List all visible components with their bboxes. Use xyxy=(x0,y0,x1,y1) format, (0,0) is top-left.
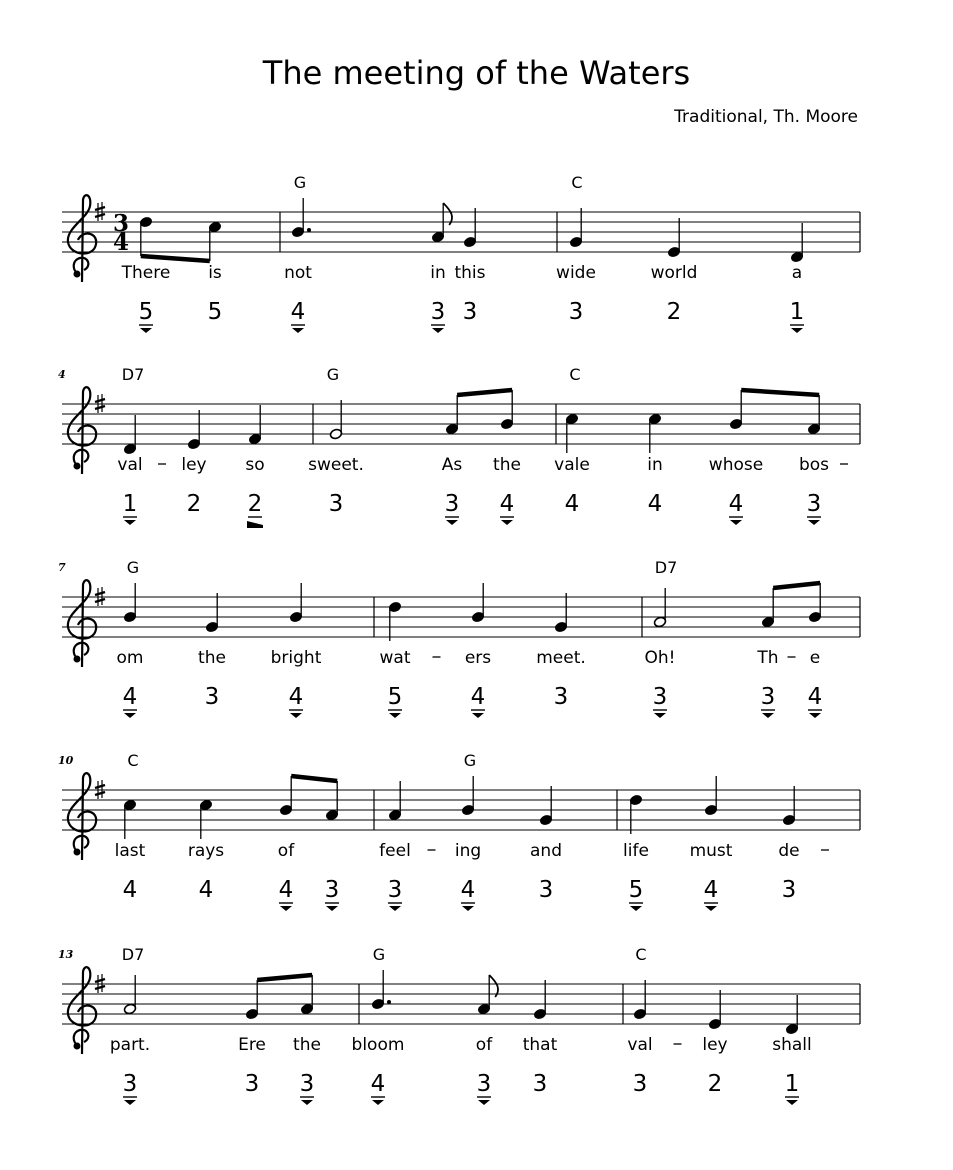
note xyxy=(380,601,411,718)
harmonica-hole-number: 2 xyxy=(666,299,682,325)
harmonica-hole-number: 3 xyxy=(324,877,340,903)
harmonica-blow-marker-icon xyxy=(124,713,136,718)
harmonica-blow-marker-icon xyxy=(432,328,444,333)
note xyxy=(271,583,322,718)
harmonica-hole-number: 4 xyxy=(807,684,823,710)
harmonica-hole-number: 4 xyxy=(290,299,306,325)
note xyxy=(690,776,733,911)
note xyxy=(523,980,558,1097)
lyric-syllable: val xyxy=(117,455,143,475)
harmonica-hole-number: 4 xyxy=(278,877,294,903)
harmonica-blow-marker-icon xyxy=(292,328,304,333)
note xyxy=(493,390,521,525)
lyric-syllable: om xyxy=(116,648,144,668)
harmonica-blow-marker-icon xyxy=(705,906,717,911)
lyric-syllable: wide xyxy=(556,263,596,283)
harmonica-hole-number: 5 xyxy=(138,299,154,325)
note xyxy=(198,593,226,710)
chord-symbol: D7 xyxy=(121,945,145,964)
note xyxy=(455,776,481,911)
note xyxy=(238,980,266,1097)
harmonica-hole-number: 4 xyxy=(499,491,515,517)
note xyxy=(465,583,491,718)
beam xyxy=(257,975,312,980)
lyric-syllable: in xyxy=(647,455,663,475)
harmonica-blow-marker-icon xyxy=(372,1100,384,1105)
lyric-syllable: Ere xyxy=(238,1035,266,1055)
note xyxy=(117,415,142,525)
harmonica-blow-marker-icon xyxy=(280,906,292,911)
harmonica-hole-number: 4 xyxy=(460,877,476,903)
note xyxy=(808,583,823,718)
beam xyxy=(291,776,337,781)
lyric-syllable: There xyxy=(121,263,171,283)
lyric-syllable: life xyxy=(623,841,649,861)
note xyxy=(245,405,264,528)
harmonica-hole-number: 1 xyxy=(122,491,138,517)
harmonica-blow-marker-icon xyxy=(630,906,642,911)
harmonica-blow-marker-icon xyxy=(730,520,742,525)
note xyxy=(284,198,312,333)
chord-symbol: G xyxy=(463,751,477,770)
note xyxy=(117,583,144,718)
treble-clef-icon xyxy=(68,195,96,282)
harmonica-blow-marker-icon xyxy=(791,328,803,333)
chord-symbol: C xyxy=(569,365,581,384)
note xyxy=(188,799,224,903)
note xyxy=(308,400,364,517)
harmonica-hole-number: 1 xyxy=(784,1071,800,1097)
note xyxy=(181,410,206,517)
lyric-syllable: feel xyxy=(379,841,411,861)
harmonica-hole-number: 3 xyxy=(553,684,569,710)
harmonica-hole-number: 3 xyxy=(299,1071,315,1097)
lyric-syllable: and xyxy=(530,841,562,861)
harmonica-hole-number: 3 xyxy=(532,1071,548,1097)
lyric-syllable: last xyxy=(114,841,146,861)
harmonica-hole-number: 4 xyxy=(647,491,663,517)
harmonica-hole-number: 4 xyxy=(564,491,580,517)
lyric-syllable: ers xyxy=(464,648,492,668)
harmonica-blow-marker-icon xyxy=(301,1100,313,1105)
chord-symbol: C xyxy=(635,945,647,964)
harmonica-hole-number: 3 xyxy=(244,1071,260,1097)
harmonica-hole-number: 4 xyxy=(370,1071,386,1097)
harmonica-blow-marker-icon xyxy=(762,713,774,718)
chord-symbol: C xyxy=(571,173,583,192)
harmonica-hole-number: 1 xyxy=(789,299,805,325)
lyric-syllable: ley xyxy=(702,1035,728,1055)
harmonica-hole-number: 3 xyxy=(632,1071,648,1097)
lyric-syllable: rays xyxy=(187,841,225,861)
note xyxy=(702,990,727,1097)
harmonica-hole-number: 2 xyxy=(186,491,202,517)
time-signature-bottom: 4 xyxy=(112,229,130,256)
lyric-syllable: of xyxy=(277,841,295,861)
lyric-syllable: of xyxy=(475,1035,493,1055)
treble-clef-icon xyxy=(68,387,96,474)
note xyxy=(623,794,649,911)
harmonica-hole-number: 2 xyxy=(247,491,263,517)
harmonica-hole-number: 3 xyxy=(538,877,554,903)
lyric-syllable: is xyxy=(208,263,222,283)
harmonica-blow-marker-icon xyxy=(472,713,484,718)
note xyxy=(554,413,590,517)
lyric-syllable: e xyxy=(809,648,821,668)
note xyxy=(530,786,562,903)
chord-symbol: G xyxy=(293,173,307,192)
harmonica-hole-number: 3 xyxy=(781,877,797,903)
lyric-syllable: Oh! xyxy=(644,648,676,668)
harmonica-blow-marker-icon xyxy=(478,1100,490,1105)
staff-system xyxy=(62,173,860,333)
lyric-syllable: so xyxy=(245,455,265,475)
harmonica-hole-number: 3 xyxy=(444,491,460,517)
harmonica-hole-number: 3 xyxy=(476,1071,492,1097)
note xyxy=(208,221,223,325)
lyric-syllable: As xyxy=(441,455,463,475)
note xyxy=(778,786,799,903)
lyric-syllable: bright xyxy=(270,648,322,668)
harmonica-hole-number: 4 xyxy=(122,877,138,903)
chord-symbol: G xyxy=(126,558,140,577)
harmonica-hole-number: 4 xyxy=(728,491,744,517)
measure-number: 7 xyxy=(58,561,66,574)
harmonica-hole-number: 3 xyxy=(652,684,668,710)
harmonica-hole-number: 4 xyxy=(122,684,138,710)
note xyxy=(790,223,805,333)
harmonica-hole-number: 3 xyxy=(806,491,822,517)
composer-credit: Traditional, Th. Moore xyxy=(674,107,858,127)
harmonica-blow-marker-icon xyxy=(462,906,474,911)
treble-clef-icon xyxy=(68,967,96,1054)
chord-symbol: D7 xyxy=(654,558,678,577)
harmonica-hole-number: 4 xyxy=(470,684,486,710)
lyric-syllable: val xyxy=(627,1035,653,1055)
harmonica-blow-marker-icon xyxy=(124,1100,136,1105)
harmonica-hole-number: 5 xyxy=(207,299,223,325)
harmonica-hole-number: 3 xyxy=(430,299,446,325)
harmonica-blow-marker-icon xyxy=(140,328,152,333)
beam xyxy=(141,256,210,261)
harmonica-blow-marker-icon xyxy=(808,520,820,525)
lyric-syllable: meet. xyxy=(536,648,586,668)
harmonica-blow-marker-icon xyxy=(786,1100,798,1105)
lyric-syllable: this xyxy=(454,263,486,283)
measure-number: 10 xyxy=(58,754,74,767)
lyric-syllable: part. xyxy=(109,1035,151,1055)
song-title: The meeting of the Waters xyxy=(262,54,691,92)
time-signature-top: 3 xyxy=(112,210,130,237)
harmonica-hole-number: 3 xyxy=(760,684,776,710)
note xyxy=(627,980,652,1097)
chord-symbol: D7 xyxy=(121,365,145,384)
beam xyxy=(457,390,512,395)
lyric-syllable: world xyxy=(650,263,698,283)
harmonica-bend-marker-icon xyxy=(247,521,263,528)
beam xyxy=(741,390,819,395)
dot xyxy=(307,228,311,232)
harmonica-hole-number: 4 xyxy=(703,877,719,903)
lyric-syllable: the xyxy=(493,455,521,475)
harmonica-blow-marker-icon xyxy=(654,713,666,718)
harmonica-hole-number: 3 xyxy=(387,877,403,903)
lyric-syllable: must xyxy=(689,841,733,861)
harmonica-blow-marker-icon xyxy=(389,906,401,911)
staff-system xyxy=(58,365,860,528)
lyric-syllable: bos xyxy=(798,455,830,475)
harmonica-blow-marker-icon xyxy=(326,906,338,911)
lyric-syllable: the xyxy=(293,1035,321,1055)
harmonica-hole-number: 3 xyxy=(204,684,220,710)
note xyxy=(556,208,596,325)
note xyxy=(651,218,698,325)
measure-number: 4 xyxy=(58,368,66,381)
harmonica-blow-marker-icon xyxy=(389,713,401,718)
measure-number: 13 xyxy=(58,948,74,961)
note xyxy=(536,593,586,710)
harmonica-blow-marker-icon xyxy=(290,713,302,718)
harmonica-hole-number: 3 xyxy=(328,491,344,517)
lyric-syllable: in xyxy=(430,263,446,283)
note xyxy=(709,390,763,525)
harmonica-hole-number: 3 xyxy=(122,1071,138,1097)
dot xyxy=(387,1000,391,1004)
harmonica-hole-number: 5 xyxy=(387,684,403,710)
note xyxy=(115,799,146,903)
harmonica-blow-marker-icon xyxy=(809,713,821,718)
harmonica-blow-marker-icon xyxy=(446,520,458,525)
lyric-syllable: that xyxy=(522,1035,558,1055)
lyric-syllable: bloom xyxy=(351,1035,405,1055)
treble-clef-icon xyxy=(68,773,96,860)
harmonica-hole-number: 4 xyxy=(288,684,304,710)
lyric-syllable: ing xyxy=(454,841,482,861)
harmonica-hole-number: 3 xyxy=(568,299,584,325)
lyric-syllable: Th xyxy=(757,648,779,668)
staff-system xyxy=(58,558,860,718)
lyric-syllable: shall xyxy=(772,1035,812,1055)
lyric-syllable: the xyxy=(198,648,226,668)
lyric-syllable: whose xyxy=(708,455,764,475)
lyric-syllable: vale xyxy=(554,455,590,475)
chord-symbol: C xyxy=(127,751,139,770)
note xyxy=(454,208,485,325)
beam xyxy=(773,583,820,588)
staff-system xyxy=(58,751,860,911)
harmonica-hole-number: 4 xyxy=(198,877,214,903)
lyric-syllable: wat xyxy=(379,648,411,668)
chord-symbol: G xyxy=(326,365,340,384)
chord-symbol: G xyxy=(372,945,386,964)
staff-system xyxy=(58,945,860,1105)
lyric-syllable: de xyxy=(778,841,800,861)
harmonica-hole-number: 5 xyxy=(628,877,644,903)
harmonica-hole-number: 3 xyxy=(462,299,478,325)
lyric-syllable: ley xyxy=(181,455,207,475)
note xyxy=(772,995,812,1105)
harmonica-blow-marker-icon xyxy=(501,520,513,525)
harmonica-blow-marker-icon xyxy=(124,520,136,525)
note xyxy=(647,413,663,517)
note xyxy=(278,776,295,911)
lyric-syllable: not xyxy=(284,263,312,283)
harmonica-hole-number: 2 xyxy=(707,1071,723,1097)
time-signature xyxy=(113,210,129,256)
lyric-syllable: a xyxy=(791,263,803,283)
lyric-syllable: sweet. xyxy=(308,455,364,475)
treble-clef-icon xyxy=(68,580,96,667)
